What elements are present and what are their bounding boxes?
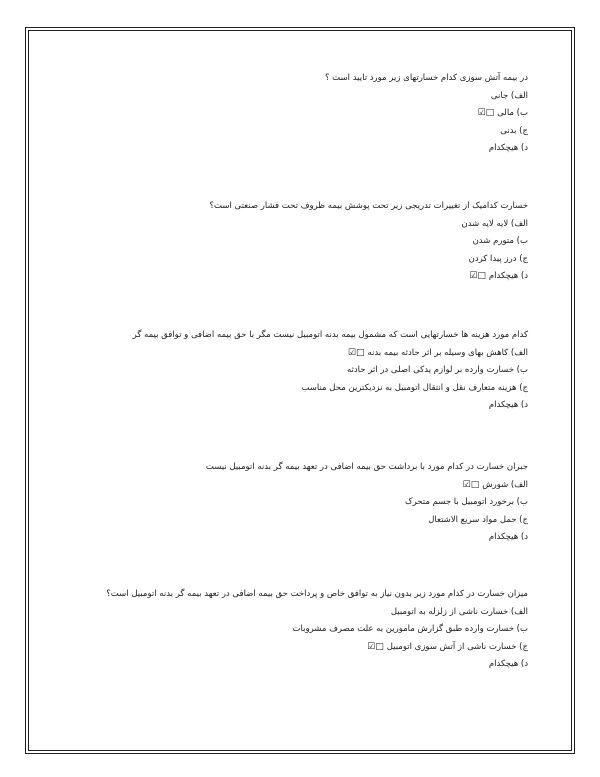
question-4 <box>206 459 528 547</box>
option-a[interactable] <box>133 345 528 363</box>
option-label: ب) مالی <box>497 108 528 118</box>
option-d[interactable] <box>106 656 528 674</box>
option-d[interactable] <box>133 397 528 415</box>
option-b[interactable] <box>106 621 528 639</box>
option-label: ج) هزینه متعارف نقل و انتقال اتومبیل به نزدیکترین محل مناسب <box>301 382 528 393</box>
option-label: ج) حمل مواد سریع الاشتعال <box>428 514 528 525</box>
option-d[interactable] <box>206 529 528 547</box>
option-label: ب) خسارت وارده طبق گزارش مامورین به علت مصرف مشروبات <box>292 624 528 634</box>
question-text: در بیمه آتش سوزی کدام خسارتهای زیر مورد تایید است ؟ <box>324 73 528 83</box>
option-c[interactable] <box>325 123 528 141</box>
option-a[interactable] <box>206 477 528 495</box>
option-b[interactable] <box>325 105 528 123</box>
option-c[interactable] <box>133 380 528 398</box>
option-label: ج) درز پیدا کردن <box>468 253 528 264</box>
question-5 <box>106 586 528 674</box>
option-label: الف) لایه لایه شدن <box>461 218 528 229</box>
option-label: ب) متورم شدن <box>472 236 528 246</box>
checked-box-icon: □☑ <box>347 347 365 358</box>
question-1 <box>325 70 528 158</box>
option-label: ب) خسارت وارده بر لوازم یدکی اصلی در اثر حادثه <box>346 365 528 375</box>
option-d[interactable] <box>209 268 528 286</box>
option-a[interactable] <box>325 88 528 106</box>
option-b[interactable] <box>206 494 528 512</box>
option-label: د) هیچکدام <box>488 400 528 410</box>
option-b[interactable] <box>209 233 528 251</box>
option-label: الف) شورش <box>482 479 528 490</box>
question-text: میزان خسارت در کدام مورد زیر بدون نیاز به توافق خاص و پرداخت حق بیمه اضافی در تعهد بیمه گر بدنه اتومبیل است؟ <box>106 589 528 599</box>
checked-box-icon: □☑ <box>462 479 480 490</box>
option-label: الف) جانی <box>490 90 528 101</box>
option-label: الف) کاهش بهای وسیله بر اثر حادثه بیمه بدنه <box>367 347 528 358</box>
option-c[interactable] <box>206 512 528 530</box>
question-text: خسارت کدامیک از تغییرات تدریجی زیر تحت پوشش بیمه ظروف تحت فشار صنعتی است؟ <box>209 201 528 211</box>
question-text: کدام مورد هزینه ها خسارتهایی است که مشمول بیمه بدنه اتومبیل نیست مگر با حق بیمه اضافی و توافق بیمه گر <box>132 330 528 340</box>
option-b[interactable] <box>133 362 528 380</box>
option-d[interactable] <box>325 140 528 158</box>
option-label: د) هیچکدام <box>488 271 528 281</box>
option-a[interactable] <box>209 216 528 234</box>
option-label: د) هیچکدام <box>488 659 528 669</box>
option-label: ج) خسارت ناشی از آتش سوزی اتومبیل <box>386 641 528 652</box>
option-label: الف) خسارت ناشی از زلزله به اتومبیل <box>390 606 528 617</box>
option-label: ب) برخورد اتومبیل با جسم متحرک <box>404 497 528 507</box>
option-label: ج) بدنی <box>500 125 528 136</box>
option-label: د) هیچکدام <box>488 143 528 153</box>
option-label: د) هیچکدام <box>488 532 528 542</box>
option-c[interactable] <box>106 639 528 657</box>
option-c[interactable] <box>209 251 528 269</box>
question-2 <box>209 198 528 286</box>
question-text: جبران خسارت در کدام مورد با برداشت حق بیمه اضافی در تعهد بیمه گر بدنه اتومبیل نیست <box>205 462 528 472</box>
option-a[interactable] <box>106 604 528 622</box>
checked-box-icon: □☑ <box>367 641 384 652</box>
question-3 <box>133 327 528 415</box>
checked-box-icon: □☑ <box>477 108 495 118</box>
checked-box-icon: □☑ <box>469 271 486 281</box>
